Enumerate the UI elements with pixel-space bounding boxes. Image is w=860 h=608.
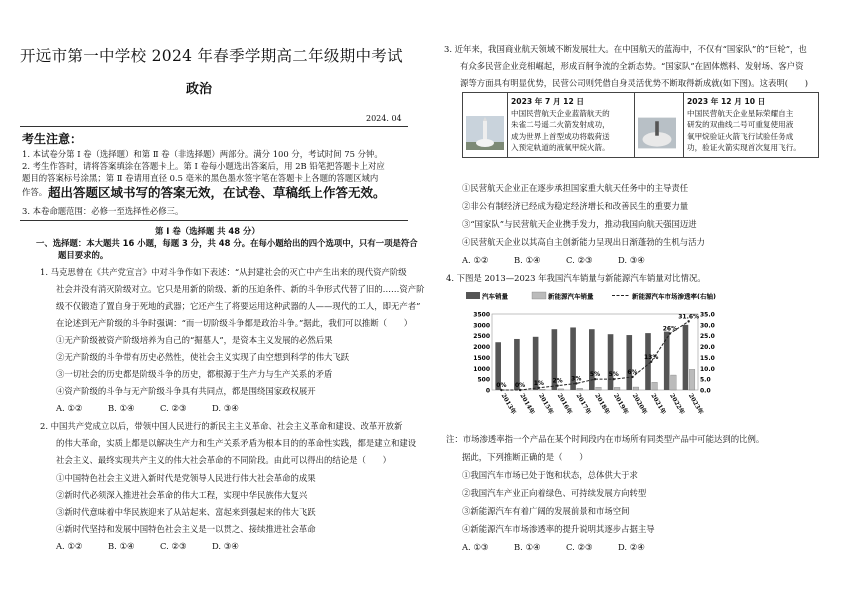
option-d: D. ③④ xyxy=(212,403,239,413)
q1-choice: ③一切社会的历史都是阶级斗争的历史，都根源于生产力与生产关系的矛盾 xyxy=(56,369,333,379)
x-tick-label: 2019年 xyxy=(611,392,630,416)
nev-sales-bar xyxy=(652,382,658,390)
news-line: 功，验证火箭实现首次复用飞行。 xyxy=(687,143,801,152)
x-tick-label: 2023年 xyxy=(686,392,705,416)
q2-choice: ④新时代坚持和发展中国特色社会主义是一以贯之、接续推进社会革命 xyxy=(56,524,316,534)
y2-tick-label: 0.0 xyxy=(700,387,711,395)
x-tick-label: 2022年 xyxy=(668,392,686,416)
q4-choice: ①我国汽车市场已处于饱和状态，总体供大于求 xyxy=(462,470,638,480)
q2-stem: 社会主义、最终实现共产主义的伟大社会革命的不同阶段。由此可以得出的结论是（ ） xyxy=(56,455,391,465)
notice-heading: 考生注意： xyxy=(22,132,83,146)
penetration-point xyxy=(687,320,689,322)
penetration-label: 3% xyxy=(571,375,582,383)
q1-choice: ④资产阶级的斗争与无产阶级斗争具有共同点，都是围绕国家政权展开 xyxy=(56,386,316,396)
news-photo-cell xyxy=(463,93,508,158)
rocket-test-photo-icon xyxy=(638,116,676,150)
q1-stem: 在论述到无产阶级的斗争时强调：“而一切阶级斗争都是政治斗争。”据此，我们可以推断（ ） xyxy=(56,318,413,328)
y2-tick-label: 20.0 xyxy=(700,344,715,352)
exam-title: 开远市第一中学校 2024 年春季学期高二年级期中考试 xyxy=(20,47,403,65)
penetration-label: 13% xyxy=(643,353,659,361)
notice-line: 1. 本试卷分第 Ⅰ 卷（选择题）和第 Ⅱ 卷（非选择题）两部分。满分 100 分，考试时间 75 分钟。 xyxy=(22,149,383,159)
option-c: C. ②③ xyxy=(566,542,593,552)
q3-choice: ④民营航天企业以其高自主创新能力呈现出日渐蓬勃的生机与活力 xyxy=(462,237,705,247)
legend-label: 新能源汽车市场渗透率(右轴) xyxy=(632,292,716,301)
penetration-point xyxy=(556,384,558,386)
car-sales-bar xyxy=(664,332,670,390)
rocket-launch-photo-icon xyxy=(466,116,504,150)
notice-line: 2. 考生作答时，请将答案填涂在答题卡上。第 Ⅰ 卷每小题选出答案后，用 2B 铅笔把答题卡上对应 xyxy=(22,161,385,171)
nev-sales-bar xyxy=(689,369,695,390)
exam-date: 2024. 04 xyxy=(366,114,402,123)
x-tick-label: 2014年 xyxy=(518,392,536,416)
nev-sales-bar xyxy=(539,389,545,390)
q3-news-table xyxy=(462,92,819,158)
q4-note: 注：市场渗透率指一个产品在某个时间段内在市场所有同类型产品中可能达到的比例。 xyxy=(446,434,765,444)
news-line: 成为世界上首型成功将载荷送 xyxy=(511,131,610,141)
penetration-label: 2% xyxy=(552,377,563,385)
y2-tick-label: 15.0 xyxy=(700,354,715,362)
option-c: C. ②③ xyxy=(160,541,187,551)
news-line: 中国民营航天企业蓝箭航天的 xyxy=(511,108,610,118)
divider xyxy=(20,126,408,127)
penetration-point xyxy=(631,376,633,378)
nev-sales-bar xyxy=(558,389,564,390)
penetration-label: 0% xyxy=(514,382,526,389)
news-line: 中国民营航天企业星际荣耀自主 xyxy=(687,108,794,118)
car-sales-bar xyxy=(589,329,595,390)
q3-choice: ②非公有制经济已经成为稳定经济增长和改善民生的重要力量 xyxy=(462,201,689,211)
news-photo-cell xyxy=(635,93,684,158)
q4-choice: ④新能源汽车市场渗透率的提升说明其逐步占据主导 xyxy=(462,524,655,534)
nev-sales-bar xyxy=(614,387,620,390)
nev-sales-bar xyxy=(633,387,639,390)
q2-choice: ②新时代必须深入推进社会革命的伟大工程，实现中华民族伟大复兴 xyxy=(56,490,308,500)
legend-label: 新能源汽车销量 xyxy=(548,292,594,301)
news-date: 2023 年 7 月 12 日 xyxy=(511,97,584,106)
news-line: 研发的双曲线二号可重复使用液 xyxy=(687,120,794,129)
x-tick-label: 2018年 xyxy=(593,392,611,416)
notice-emphasis: 超出答题区域书写的答案无效，在试卷、草稿纸上作答无效。 xyxy=(48,185,386,200)
x-tick-label: 2017年 xyxy=(574,392,592,416)
section-instruction: 一、选择题：本大题共 16 小题，每题 3 分，共 48 分。在每小题给出的四个选项中，只有一项是符合 xyxy=(36,238,418,248)
nev-sales-bar xyxy=(671,375,677,390)
penetration-label: 0% xyxy=(496,382,507,389)
q2-choice: ③新时代意味着中华民族迎来了从站起来、富起来到强起来的伟大飞跃 xyxy=(56,507,316,517)
y2-tick-label: 5.0 xyxy=(700,376,711,384)
option-b: B. ①④ xyxy=(108,403,135,413)
option-a: A. ①② xyxy=(462,255,489,265)
q2-options xyxy=(56,541,264,552)
option-a: A. ①③ xyxy=(462,542,489,552)
q1-stem: 社会并没有消灭阶级对立。它只是用新的阶级、新的压迫条件、新的斗争形式代替了旧的……资产阶 xyxy=(56,284,425,294)
option-c: C. ②③ xyxy=(160,403,187,413)
penetration-point xyxy=(500,389,502,391)
penetration-point xyxy=(575,382,577,384)
y2-tick-label: 35.0 xyxy=(700,311,715,319)
option-c: C. ②③ xyxy=(566,255,593,265)
option-d: D. ③④ xyxy=(618,255,645,265)
y-tick-label: 2000 xyxy=(473,344,490,352)
option-a: A. ①② xyxy=(56,541,83,551)
q3-options xyxy=(462,255,670,266)
news-text-cell xyxy=(508,93,635,158)
nev-sales-bar xyxy=(577,388,583,390)
section-title: 第 Ⅰ 卷（选择题 共 48 分） xyxy=(155,226,260,236)
y2-tick-label: 10.0 xyxy=(700,365,715,373)
q2-stem: 的伟大革命，实质上都是以解决生产力和生产关系矛盾为根本目的的革命性实践，都是建立和建设 xyxy=(56,438,417,448)
q1-choice: ①无产阶级被资产阶级培养为自己的“掘墓人”，是资本主义发展的必然后果 xyxy=(56,335,333,345)
news-line: 入预定轨道的液氧甲烷火箭。 xyxy=(511,143,610,152)
q1-choice: ②无产阶级的斗争带有历史必然性，使社会主义实现了由空想到科学的伟大飞跃 xyxy=(56,352,350,362)
q3-stem: 源等方面具有明显优势，民营公司则凭借自身灵活优势不断取得新成就(如下图)。这表明( ) xyxy=(460,78,809,88)
y-tick-label: 1000 xyxy=(473,365,490,373)
option-d: D. ②④ xyxy=(618,542,645,552)
q2-stem: 2. 中国共产党成立以后，带领中国人民进行的新民主主义革命、社会主义革命和建设、改革开放新 xyxy=(40,421,403,431)
q1-stem: 1. 马克思曾在《共产党宣言》中对斗争作如下表述：“从封建社会的灭亡中产生出来的现代资产阶级 xyxy=(40,267,407,277)
option-b: B. ①④ xyxy=(514,542,541,552)
car-sales-chart xyxy=(462,288,726,424)
notice-line: 题目的答案标号涂黑；第 Ⅱ 卷请用直径 0.5 毫米的黑色墨水签字笔在答题卡上各题的答题区域内 xyxy=(22,173,379,183)
y-tick-label: 500 xyxy=(477,376,490,384)
option-b: B. ①④ xyxy=(108,541,135,551)
q3-stem: 3. 近年来，我国商业航天领域不断发展壮大。在中国航天的蓝海中，不仅有“国家队”的“巨轮”，也 xyxy=(444,44,807,54)
penetration-label: 5% xyxy=(589,371,601,379)
y-tick-label: 2500 xyxy=(473,333,490,341)
q4-question: 据此，下列推断正确的是（ ） xyxy=(462,452,588,462)
penetration-label: 5% xyxy=(608,371,619,379)
news-text-cell xyxy=(684,93,819,158)
news-line: 朱雀二号遥二火箭发射成功， xyxy=(511,120,610,129)
q4-options xyxy=(462,542,670,553)
q4-intro: 4. 下图是 2013—2023 年我国汽车销量与新能源汽车销量对比情况。 xyxy=(446,273,706,283)
penetration-label: 31.6% xyxy=(678,313,700,321)
car-sales-bar xyxy=(683,325,689,390)
x-tick-label: 2021年 xyxy=(649,392,667,416)
y-tick-label: 1500 xyxy=(473,354,490,362)
option-b: B. ①④ xyxy=(514,255,541,265)
penetration-point xyxy=(594,378,596,380)
y2-tick-label: 25.0 xyxy=(700,333,715,341)
legend-swatch-nev xyxy=(532,292,546,299)
penetration-point xyxy=(519,389,521,391)
q1-stem: 级不仅锻造了置自身于死地的武器；它还产生了将要运用这种武器的人——现代的工人，即无产者” xyxy=(56,301,421,311)
q3-choice: ③“国家队”与民营航天企业携手发力，推动我国向航天强国迈进 xyxy=(462,219,697,229)
notice-line: 3. 本卷命题范围：必修一至选择性必修三。 xyxy=(22,206,184,216)
option-d: D. ③④ xyxy=(212,541,239,551)
y-tick-label: 0 xyxy=(485,387,490,395)
subject-title: 政治 xyxy=(186,82,213,97)
penetration-point xyxy=(613,378,615,380)
news-line: 氧甲烷验证火箭飞行试验任务成 xyxy=(687,131,794,141)
penetration-point xyxy=(538,387,540,389)
car-sales-bar xyxy=(608,334,614,390)
q4-choice: ②我国汽车产业正向着绿色、可持续发展方向转型 xyxy=(462,488,647,498)
penetration-point xyxy=(669,332,671,334)
penetration-label: 1% xyxy=(533,379,544,387)
news-date: 2023 年 12 月 10 日 xyxy=(687,97,766,106)
penetration-label: 6% xyxy=(627,368,638,376)
q4-choice: ③新能源汽车有着广阔的发展前景和市场空间 xyxy=(462,506,630,516)
car-sales-bar xyxy=(626,335,632,390)
q2-choice: ①中国特色社会主义进入新时代是党领导人民进行伟大社会革命的成果 xyxy=(56,473,316,483)
divider xyxy=(20,220,408,221)
notice-line: 作答。 xyxy=(22,187,48,197)
x-tick-label: 2013年 xyxy=(499,392,518,416)
x-tick-label: 2015年 xyxy=(537,392,555,416)
car-sales-bar xyxy=(645,333,651,390)
y2-tick-label: 30.0 xyxy=(700,322,715,330)
q1-options xyxy=(56,403,264,414)
q3-stem: 有众多民营企业竞相崛起，形成百舸争流的全新态势。“国家队”在固体燃料、发射场、客户资 xyxy=(460,61,804,71)
penetration-label: 26% xyxy=(662,325,678,333)
legend-swatch-car xyxy=(466,292,480,299)
x-tick-label: 2016年 xyxy=(555,392,574,416)
legend-label: 汽车销量 xyxy=(482,292,508,301)
penetration-point xyxy=(650,361,652,363)
q3-choice: ①民营航天企业正在逐步承担国家重大航天任务中的主导责任 xyxy=(462,183,689,193)
y-tick-label: 3000 xyxy=(473,322,490,330)
x-tick-label: 2020年 xyxy=(630,392,649,416)
y-tick-label: 3500 xyxy=(473,311,490,319)
section-instruction: 题目要求的。 xyxy=(58,250,109,260)
option-a: A. ①② xyxy=(56,403,83,413)
nev-sales-bar xyxy=(596,387,602,390)
